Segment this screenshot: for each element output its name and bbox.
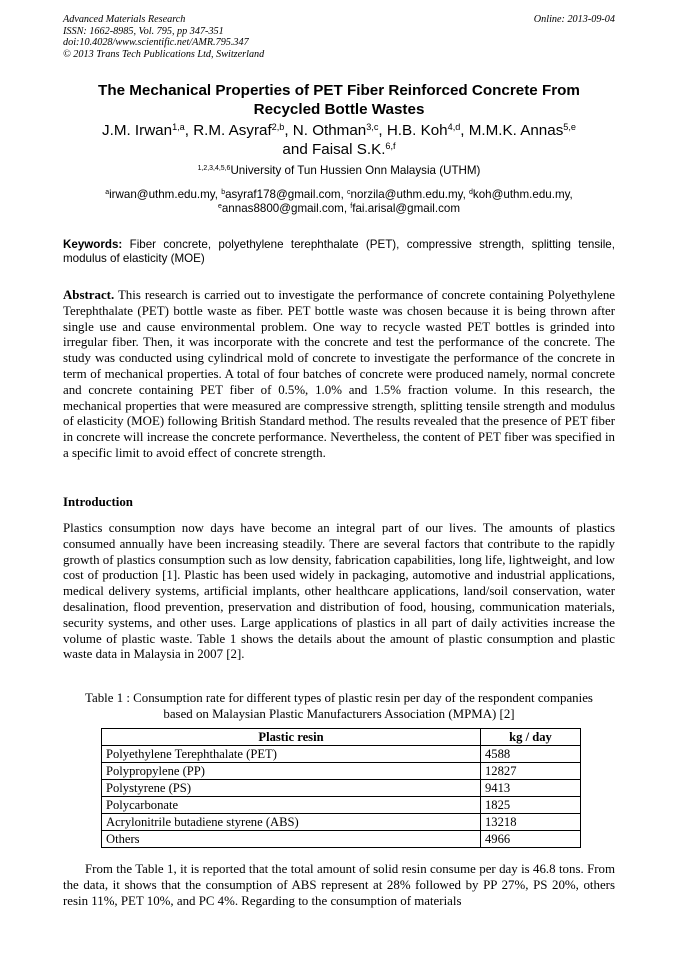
author: Faisal S.K.$^{6,f}$	[311, 140, 396, 158]
author: N. Othman$^{3,c}$	[292, 121, 379, 139]
running-header-left	[63, 14, 264, 60]
abstract	[63, 288, 615, 462]
plastic-resin-table	[101, 728, 581, 848]
table-row: Polyethylene Terephthalate (PET) 4588	[102, 746, 581, 763]
table-row: Acrylonitrile butadiene styrene (ABS) 13218	[102, 814, 581, 831]
table-row: Polypropylene (PP) 12827	[102, 763, 581, 780]
author: J.M. Irwan$^{1,a}$	[102, 121, 185, 139]
email-link[interactable]: $^d$koh@uthm.edu.my	[469, 188, 570, 201]
abstract-label: Abstract.	[63, 288, 115, 302]
email-link[interactable]: $^a$irwan@uthm.edu.my	[105, 188, 215, 201]
author: R.M. Asyraf$^{2,b}$	[193, 121, 285, 139]
email-list: $^a$irwan@uthm.edu.my, $^b$asyraf178@gmail.com, $^c$norzila@uthm.edu.my, $^d$koh@uthm.edu.my, $^e$annas8800@gmail.com, $^f$fai.arisal@gmail.com	[105, 188, 573, 215]
table-row: Polycarbonate 1825	[102, 797, 581, 814]
author: H.B. Koh$^{4,d}$	[386, 121, 461, 139]
email-link[interactable]: $^f$fai.arisal@gmail.com	[350, 202, 461, 215]
keywords-text: Fiber concrete, polyethylene terephthalate (PET), compressive strength, splitting tensile, modulus of elasticity (MOE)	[63, 238, 615, 265]
table-caption: Table 1 : Consumption rate for different types of plastic resin per day of the respondent companies based on Malaysian Plastic Manufacturers Association (MPMA) [2]	[85, 691, 593, 721]
title-line-2: Recycled Bottle Wastes	[253, 101, 425, 118]
email-link[interactable]: $^c$norzila@uthm.edu.my	[347, 188, 463, 201]
keywords-label: Keywords:	[63, 238, 123, 251]
author: M.M.K. Annas$^{5,e}$	[468, 121, 576, 139]
table-row: Polystyrene (PS) 9413	[102, 780, 581, 797]
copyright: © 2013 Trans Tech Publications Ltd, Switzerland	[63, 48, 265, 60]
column-header-resin: Plastic resin	[102, 729, 481, 746]
paper-title	[63, 81, 615, 119]
journal-name: Advanced Materials Research	[63, 14, 186, 25]
online-date: Online: 2013-09-04	[533, 14, 615, 25]
table-header-row	[102, 729, 581, 746]
table-row: Others 4966	[102, 831, 581, 848]
section-heading-introduction: Introduction	[63, 495, 133, 509]
email-link[interactable]: $^b$asyraf178@gmail.com	[221, 188, 341, 201]
keywords	[63, 238, 615, 266]
introduction-paragraph-1: Plastics consumption now days have become an integral part of our lives. The amounts of plastics consumed annually have been increasing steadily. There are several factors that contribute to the rapidly growth of plastics consumption such as low density, fabrication capabilities, long life, lightweight, and low cost of production [1]. Plastic has been used widely in packaging, automotive and industrial applications, medical delivery systems, artificial implants, other healthcare applications, land/soil conservation, water desalination, flood prevention, preservation and distribution of food, housing, communication materials, security systems, and other uses. Large applications of plastics in all part of daily activities increase the volume of plastic waste. Table 1 shows the details about the amount of plastic consumption and plastic waste data in Malaysia in 2007 [2].	[63, 521, 615, 662]
email-link[interactable]: $^e$annas8800@gmail.com	[217, 202, 344, 215]
doi: doi:10.4028/www.scientific.net/AMR.795.347	[63, 37, 249, 49]
introduction-paragraph-2: From the Table 1, it is reported that the total amount of solid resin consume per day is 46.8 tons. From the data, it shows that the consumption of ABS represent at 28% followed by PP 27%, PS 20%, others resin 11%, PET 10%, and PC 4%. Regarding to the consumption of materials	[63, 862, 615, 908]
title-line-1: The Mechanical Properties of PET Fiber Reinforced Concrete From	[98, 82, 580, 99]
author-list: J.M. Irwan$^{1,a}$, R.M. Asyraf$^{2,b}$, N. Othman$^{3,c}$, H.B. Koh$^{4,d}$, M.M.K. Annas$^{5,e}$ and Faisal S.K.$^{6,f}$	[102, 121, 576, 158]
affiliation: $^{1,2,3,4,5,6}$University of Tun Hussien Onn Malaysia (UTHM)	[197, 164, 481, 177]
column-header-kg-per-day: kg / day	[481, 729, 581, 746]
issn-info: ISSN: 1662-8985, Vol. 795, pp 347-351	[63, 25, 224, 37]
abstract-text: This research is carried out to investigate the performance of concrete containing Polyethylene Terephthalate (PET) bottle waste as fiber. PET bottle waste was chosen because it is being thrown after single use and cause environmental problem. One way to recycle wasted PET bottles is grinded into irregular fiber. Then, it was incorporate with the concrete and test the performance of the concrete. The study was conducted using cylindrical mold of concrete to investigate the performance of the concrete in term of mechanical properties. A total of four batches of concrete were produced namely, normal concrete and concrete containing PET fiber of 0.5%, 1.0% and 1.5% fraction volume. In this research, the mechanical properties that were measured are compressive strength, splitting tensile strength and modulus of elasticity (MOE) following British Standard method. The results revealed that the presence of PET fiber in concrete will increase the concrete performance. Nevertheless, the content of PET fiber was specified in a specific limit to avoid effect of concrete strength.	[63, 288, 615, 460]
